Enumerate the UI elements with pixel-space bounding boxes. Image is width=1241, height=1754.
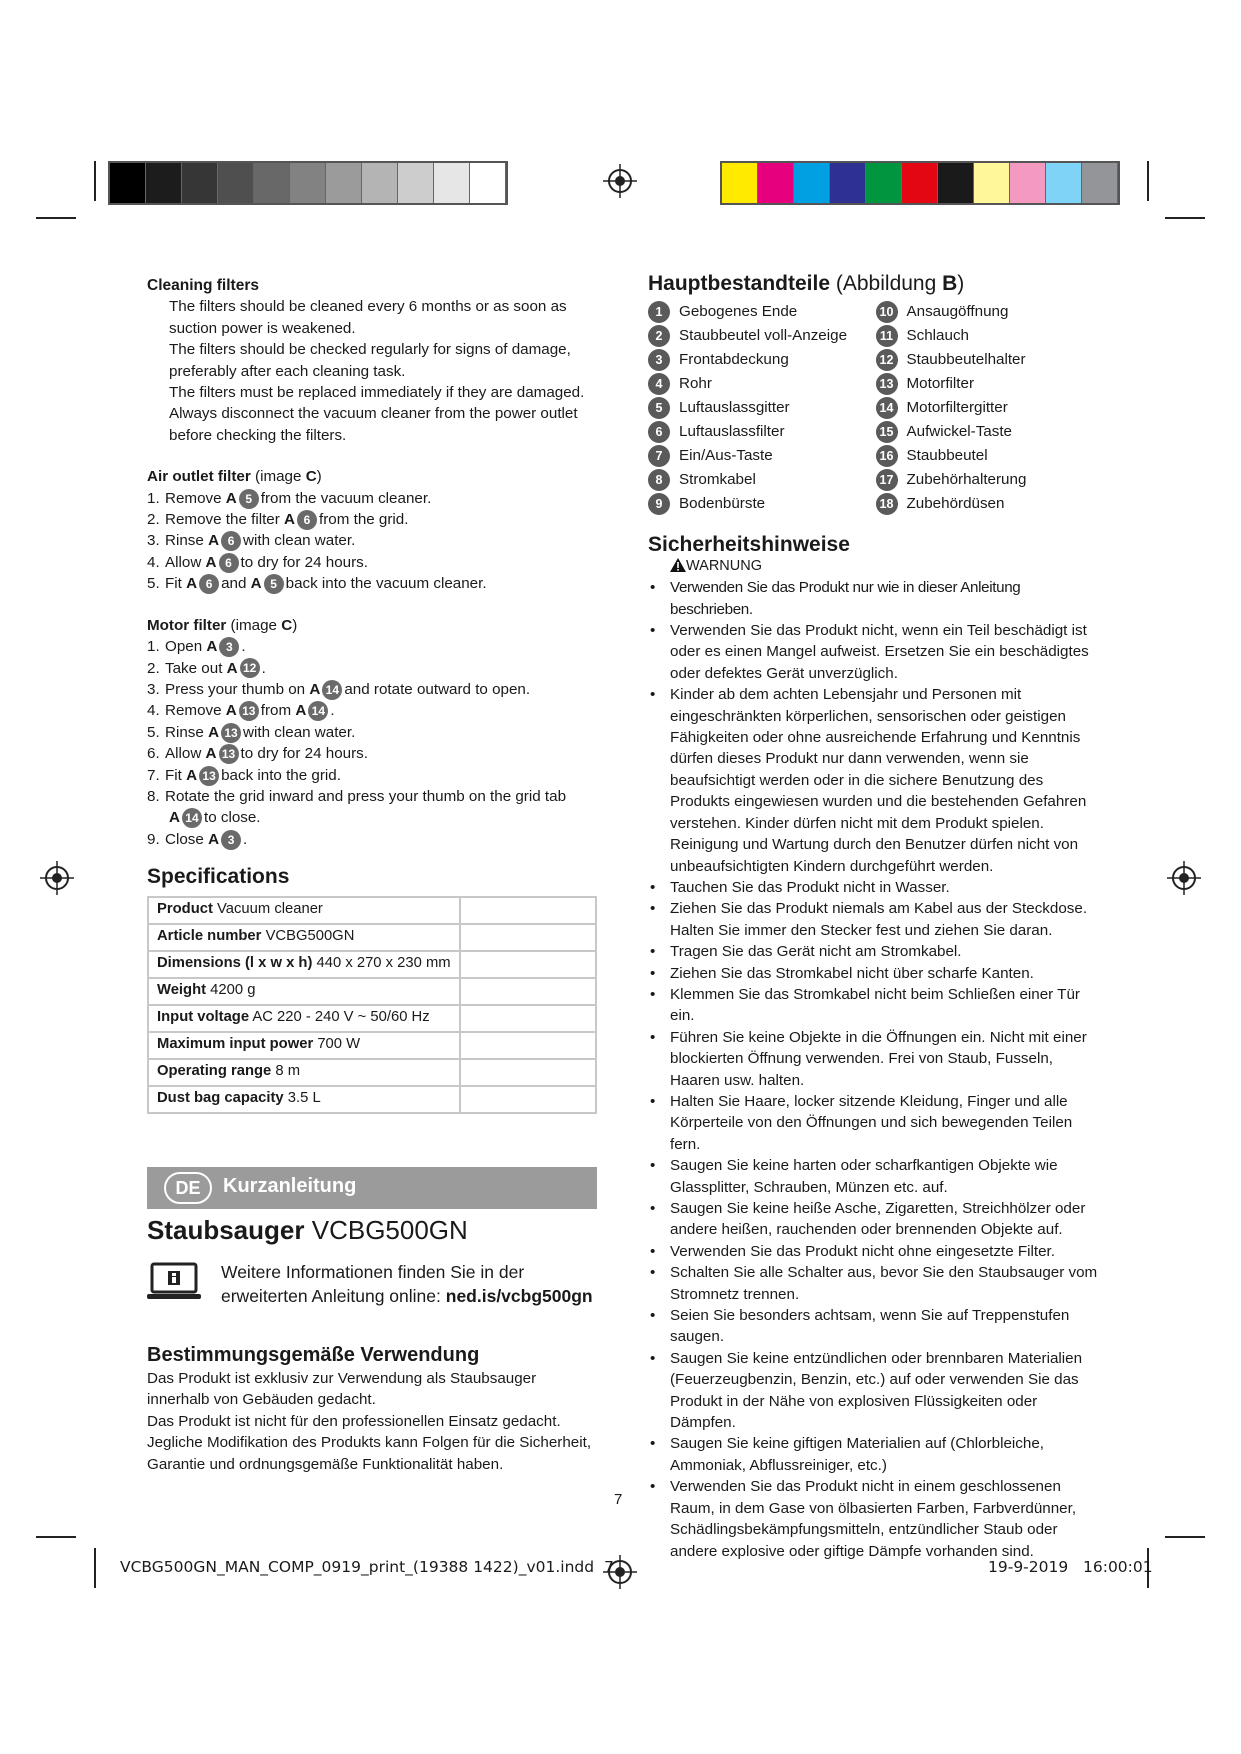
part-number-badge: 4 (648, 373, 670, 395)
part-label: Luftauslassfilter (679, 423, 785, 441)
part-label: Ein/Aus-Taste (679, 447, 773, 465)
calibration-swatch (902, 163, 938, 203)
spec-cell: Operating range 8 m (148, 1059, 460, 1086)
calibration-swatch (182, 163, 218, 203)
list-item: 7. Fit A 13 back into the grid. (147, 766, 341, 784)
spec-cell-empty (460, 897, 596, 924)
part-item (876, 492, 1104, 516)
parts-column-right (876, 300, 1104, 516)
list-item: • Saugen Sie keine giftigen Materialien auf (Chlorbleiche, Ammoniak, Abflussreiniger, etc.) (648, 1433, 1103, 1476)
specifications-heading: Specifications (147, 865, 290, 889)
spec-cell-empty (460, 1086, 596, 1113)
table-row (148, 924, 596, 951)
part-item (648, 300, 876, 324)
crop-mark-top-left (36, 217, 76, 219)
list-item: • Verwenden Sie das Produkt nicht ohne eingesetzte Filter. (648, 1241, 1103, 1262)
list-item: • Tauchen Sie das Produkt nicht in Wasser. (648, 877, 1103, 898)
table-row (148, 1032, 596, 1059)
crop-mark-bottom-left (36, 1536, 76, 1538)
product-title: Staubsauger VCBG500GN (147, 1215, 468, 1245)
intended-use-heading: Bestimmungsgemäße Verwendung (147, 1344, 480, 1366)
list-item: 2. Take out A 12 . (147, 659, 266, 677)
part-label: Staubbeutel (906, 447, 988, 465)
part-number-badge: 3 (648, 349, 670, 371)
calibration-swatch (794, 163, 830, 203)
part-label: Zubehörhalterung (906, 471, 1027, 489)
calibration-swatch (146, 163, 182, 203)
list-item: • Verwenden Sie das Produkt nicht, wenn ein Teil beschädigt ist oder es einen Mangel aufweist. Ersetzen Sie ein beschädigtes oder defektes Gerät unverzüglich. (648, 620, 1103, 684)
part-item (648, 396, 876, 420)
list-item: • Führen Sie keine Objekte in die Öffnungen ein. Nicht mit einer blockierten Öffnung verwenden. Frei von Staub, Fusseln, Haaren usw. halten. (648, 1027, 1103, 1091)
part-number-badge: 13 (876, 373, 898, 395)
table-row (148, 1086, 596, 1113)
spec-cell: Dimensions (l x w x h) 440 x 270 x 230 mm (148, 951, 460, 978)
calibration-swatch (722, 163, 758, 203)
cleaning-p3: The filters must be replaced immediately if they are damaged. (169, 384, 585, 402)
part-label: Luftauslassgitter (679, 399, 790, 417)
part-number-badge: 6 (648, 421, 670, 443)
spec-cell: Weight 4200 g (148, 978, 460, 1005)
list-item: 9. Close A 3 . (147, 830, 248, 848)
table-row (148, 978, 596, 1005)
slug-date: 19-9-2019 16:00:01 (988, 1558, 1153, 1576)
list-item: • Schalten Sie alle Schalter aus, bevor Sie den Staubsauger vom Stromnetz trennen. (648, 1262, 1103, 1305)
list-item: 1. Remove A 5 from the vacuum cleaner. (147, 489, 432, 507)
calibration-swatch (938, 163, 974, 203)
part-item (876, 396, 1104, 420)
part-number-badge: 6 (297, 510, 317, 530)
part-label: Aufwickel-Taste (906, 423, 1013, 441)
part-label: Motorfiltergitter (906, 399, 1008, 417)
part-item (648, 348, 876, 372)
part-number-badge: 17 (876, 469, 898, 491)
crop-mark-bottom-left-v (94, 1548, 96, 1588)
calibration-swatch (1082, 163, 1118, 203)
crop-mark-top-left-v (94, 161, 96, 201)
list-item: • Kinder ab dem achten Lebensjahr und Personen mit eingeschränkten körperlichen, sensorischen oder geistigen Fähigkeiten oder ohne ausreichende Erfahrung und Kenntnis dürfen dieses Produkt nur dann verwenden, wenn sie beaufsichtigt werden oder in die sichere Benutzung des Produkts eingewiesen wurden und die bestehenden Gefahren verstehen. Kinder dürfen nicht mit dem Produkt spielen. Reinigung und Wartung durch den Benutzer dürfen nicht von unbeaufsichtigten Kindern durchgeführt werden. (648, 684, 1103, 877)
calibration-swatch (866, 163, 902, 203)
spec-cell-empty (460, 1059, 596, 1086)
spec-cell-empty (460, 1005, 596, 1032)
page-number: 7 (614, 1491, 623, 1508)
part-number-badge: 13 (239, 701, 259, 721)
list-item: • Ziehen Sie das Produkt niemals am Kabel aus der Steckdose. Halten Sie immer den Stecker fest und ziehen Sie daran. (648, 898, 1103, 941)
list-item: 3. Press your thumb on A 14 and rotate outward to open. (147, 680, 531, 698)
calibration-swatch (1046, 163, 1082, 203)
registration-mark-icon (1167, 861, 1201, 895)
calibration-swatch (362, 163, 398, 203)
cleaning-p1: The filters should be cleaned every 6 months or as soon as suction power is weakened. (169, 298, 567, 337)
part-number-badge: 14 (876, 397, 898, 419)
calibration-swatch (218, 163, 254, 203)
registration-mark-icon (40, 861, 74, 895)
spec-cell: Dust bag capacity 3.5 L (148, 1086, 460, 1113)
part-label: Zubehördüsen (906, 495, 1005, 513)
table-row (148, 897, 596, 924)
part-number-badge: 3 (221, 830, 241, 850)
list-item: 1. Open A 3 . (147, 638, 246, 656)
spec-cell-empty (460, 1032, 596, 1059)
cleaning-filters-heading: Cleaning filters (147, 277, 259, 294)
language-badge: DE (164, 1172, 212, 1204)
part-item (648, 468, 876, 492)
part-item (648, 324, 876, 348)
air-outlet-steps (147, 488, 597, 595)
spec-cell: Article number VCBG500GN (148, 924, 460, 951)
part-label: Staubbeutelhalter (906, 351, 1026, 369)
motor-filter-heading: Motor filter (image C) (147, 616, 298, 634)
part-item (876, 324, 1104, 348)
calibration-swatch (758, 163, 794, 203)
part-item (648, 372, 876, 396)
part-number-badge: 5 (648, 397, 670, 419)
part-label: Bodenbürste (679, 495, 766, 513)
calibration-swatch (398, 163, 434, 203)
part-label: Staubbeutel voll-Anzeige (679, 327, 848, 345)
crop-mark-top-right (1165, 217, 1205, 219)
list-item: 3. Rinse A 6 with clean water. (147, 532, 356, 550)
cleaning-p2: The filters should be checked regularly for signs of damage, preferably after each cleaning task. (169, 341, 571, 380)
registration-mark-icon (603, 1555, 637, 1589)
list-item: 4. Allow A 6 to dry for 24 hours. (147, 553, 368, 571)
spec-cell: Input voltage AC 220 - 240 V ~ 50/60 Hz (148, 1005, 460, 1032)
part-number-badge: 6 (221, 531, 241, 551)
part-label: Schlauch (906, 327, 969, 345)
part-item (648, 444, 876, 468)
spec-cell: Maximum input power 700 W (148, 1032, 460, 1059)
part-number-badge: 15 (876, 421, 898, 443)
part-number-badge: 10 (876, 301, 898, 323)
part-number-badge: 14 (308, 701, 328, 721)
part-number-badge: 11 (876, 325, 898, 347)
list-item: 2. Remove the filter A 6 from the grid. (147, 511, 409, 529)
part-item (648, 420, 876, 444)
manual-url-link[interactable]: ned.is/vcbg500gn (445, 1286, 593, 1306)
warning-label: WARNUNG (648, 556, 1103, 577)
part-number-badge: 13 (199, 766, 219, 786)
list-item: 6. Allow A 13 to dry for 24 hours. (147, 745, 368, 763)
part-item (876, 468, 1104, 492)
parts-column-left (648, 300, 876, 516)
part-number-badge: 7 (648, 445, 670, 467)
list-item: • Saugen Sie keine entzündlichen oder brennbaren Materialien (Feuerzeugbenzin, Benzin, etc.) auf oder verwenden Sie das Produkt in der Nähe von explosiven Flüssigkeiten oder Dämpfen. (648, 1348, 1103, 1434)
list-item: 5. Rinse A 13 with clean water. (147, 723, 356, 741)
calibration-swatch (1010, 163, 1046, 203)
crop-mark-bottom-right (1165, 1536, 1205, 1538)
part-item (876, 420, 1104, 444)
air-outlet-filter-heading: Air outlet filter (image C) (147, 468, 322, 486)
part-number-badge: 6 (199, 574, 219, 594)
calibration-swatch (110, 163, 146, 203)
part-number-badge: 1 (648, 301, 670, 323)
spec-cell-empty (460, 978, 596, 1005)
main-parts-heading: Hauptbestandteile (Abbildung B) (648, 272, 965, 295)
specifications-table (147, 896, 597, 1114)
spec-cell-empty (460, 924, 596, 951)
list-item: • Seien Sie besonders achtsam, wenn Sie auf Treppenstufen saugen. (648, 1305, 1103, 1348)
part-number-badge: 14 (322, 680, 342, 700)
part-item (876, 300, 1104, 324)
list-item: • Tragen Sie das Gerät nicht am Stromkabel. (648, 941, 1103, 962)
part-label: Stromkabel (679, 471, 756, 489)
part-item (648, 492, 876, 516)
warning-icon (670, 558, 686, 572)
part-number-badge: 16 (876, 445, 898, 467)
language-band (147, 1167, 597, 1209)
calibration-swatch (974, 163, 1010, 203)
part-number-badge: 5 (239, 489, 259, 509)
right-column (648, 272, 1103, 1562)
part-number-badge: 13 (219, 744, 239, 764)
cleaning-p4: Always disconnect the vacuum cleaner from the power outlet before checking the filters. (169, 405, 578, 444)
part-number-badge: 8 (648, 469, 670, 491)
slug-file-info: VCBG500GN_MAN_COMP_0919_print_(19388 1422)_v01.indd 7 (120, 1558, 614, 1576)
registration-mark-icon (603, 164, 637, 198)
list-item: • Klemmen Sie das Stromkabel nicht beim Schließen einer Tür ein. (648, 984, 1103, 1027)
part-label: Gebogenes Ende (679, 303, 798, 321)
grayscale-calibration-bar (108, 161, 508, 205)
part-label: Rohr (679, 375, 712, 393)
spec-cell-empty (460, 951, 596, 978)
part-number-badge: 13 (221, 723, 241, 743)
calibration-swatch (254, 163, 290, 203)
list-item: • Verwenden Sie das Produkt nicht in einem geschlossenen Raum, in dem Gase von ölbasierten Farben, Farbverdünner, Schädlingsbekämpfungsmitteln, entzündlicher Staub oder andere explosive oder giftige Dämpfe vorhanden sind. (648, 1476, 1103, 1562)
part-number-badge: 9 (648, 493, 670, 515)
laptop-info-icon (147, 1262, 201, 1302)
crop-mark-top-right-v (1147, 161, 1149, 201)
part-number-badge: 12 (240, 658, 260, 678)
part-label: Frontabdeckung (679, 351, 789, 369)
color-calibration-bar (720, 161, 1120, 205)
part-number-badge: 5 (264, 574, 284, 594)
calibration-swatch (830, 163, 866, 203)
spec-cell: Product Vacuum cleaner (148, 897, 460, 924)
list-item: • Ziehen Sie das Stromkabel nicht über scharfe Kanten. (648, 963, 1103, 984)
table-row (148, 1005, 596, 1032)
list-item: 4. Remove A 13 from A 14 . (147, 702, 335, 720)
part-item (876, 348, 1104, 372)
safety-heading: Sicherheitshinweise (648, 533, 850, 557)
part-item (876, 444, 1104, 468)
list-item: • Halten Sie Haare, locker sitzende Kleidung, Finger und alle Körperteile von den Öffnungen und sich bewegenden Teilen fern. (648, 1091, 1103, 1155)
list-item: • Saugen Sie keine heiße Asche, Zigaretten, Streichhölzer oder andere heißen, rauchenden oder brennenden Objekte auf. (648, 1198, 1103, 1241)
list-item: • Verwenden Sie das Produkt nur wie in dieser Anleitung beschrieben. (648, 577, 1103, 620)
list-item: • Saugen Sie keine harten oder scharfkantigen Objekte wie Glassplitter, Schrauben, Münzen etc. auf. (648, 1155, 1103, 1198)
safety-list (648, 577, 1103, 1562)
part-number-badge: 12 (876, 349, 898, 371)
calibration-swatch (290, 163, 326, 203)
intended-use-section: Bestimmungsgemäße Verwendung Das Produkt ist exklusiv zur Verwendung als Staubsauger innerhalb von Gebäuden gedacht. Das Produkt ist nicht für den professionellen Einsatz gedacht. Jegliche Modifikation des Produkts kann Folgen für die Sicherheit, Garantie und ordnungsgemäße Funktionalität haben. (147, 1342, 602, 1475)
part-number-badge: 6 (219, 553, 239, 573)
part-label: Ansaugöffnung (906, 303, 1009, 321)
table-row (148, 951, 596, 978)
parts-list (648, 300, 1103, 516)
table-row (148, 1059, 596, 1086)
calibration-swatch (434, 163, 470, 203)
quick-guide-title: Kurzanleitung (223, 1175, 357, 1197)
left-column (147, 275, 597, 1114)
part-number-badge: 3 (219, 637, 239, 657)
calibration-swatch (470, 163, 506, 203)
online-info: Weitere Informationen finden Sie in der erweiterten Anleitung online: ned.is/vcbg500gn (221, 1262, 593, 1306)
part-label: Motorfilter (906, 375, 975, 393)
part-number-badge: 2 (648, 325, 670, 347)
motor-filter-steps (147, 636, 597, 850)
part-item (876, 372, 1104, 396)
list-item: 5. Fit A 6 and A 5 back into the vacuum cleaner. (147, 575, 487, 593)
part-number-badge: 18 (876, 493, 898, 515)
calibration-swatch (326, 163, 362, 203)
list-item: 8. Rotate the grid inward and press your thumb on the grid tab A 14 to close. (147, 787, 567, 827)
part-number-badge: 14 (182, 808, 202, 828)
